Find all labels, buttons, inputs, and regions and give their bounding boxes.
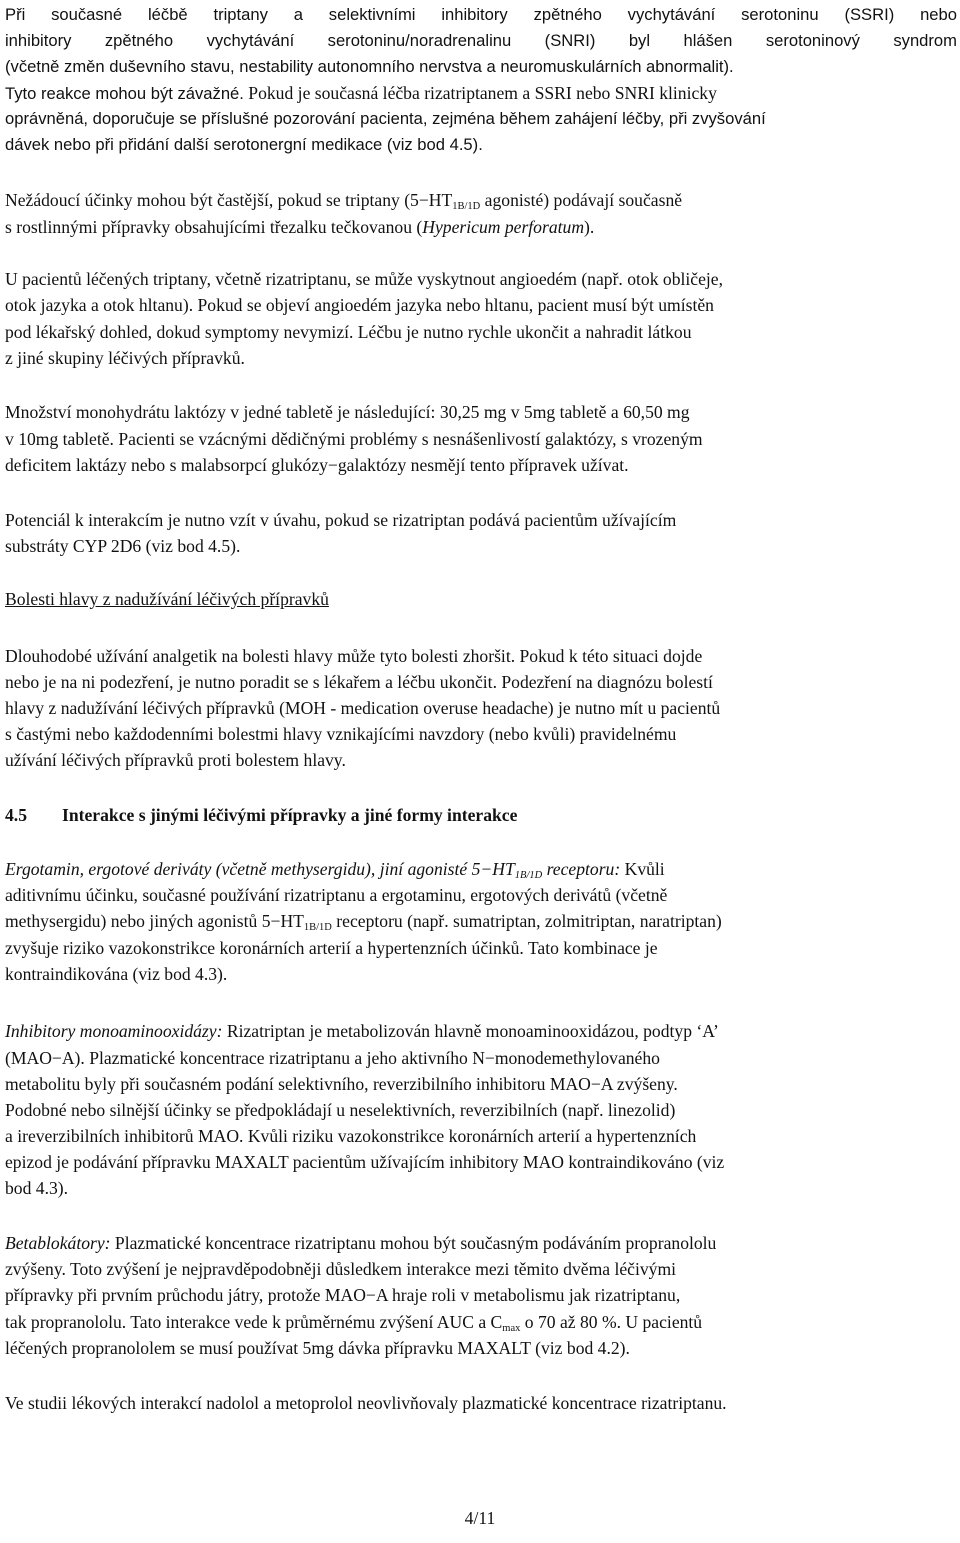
text-line: otok jazyka a otok hltanu). Pokud se objeví angioedém jazyka nebo hltanu, pacient musí být umístěn [5, 295, 714, 315]
word: syndrom [893, 31, 957, 50]
text-line: U pacientů léčených triptany, včetně rizatriptanu, se může vyskytnout angioedém (např. otok obličeje, [5, 269, 723, 289]
text-line: oprávněná, doporučuje se příslušné pozorování pacienta, zejména během zahájení léčby, při zvyšování [5, 109, 766, 128]
text-line: tak propranololu. Tato interakce vede k průměrnému zvýšení AUC a $C_{max}$ o 70 až 80 %. U pacientů [5, 1312, 703, 1334]
text-line: přípravky při prvním průchodu játry, protože MAO−A hraje roli v metabolismu jak rizatriptanu, [5, 1285, 681, 1305]
text-line: bod 4.3). [5, 1178, 69, 1198]
text-line: Tyto reakce mohou být závažné. Pokud je současná léčba rizatriptanem a SSRI nebo SNRI klinicky [5, 83, 717, 103]
text-line: s rostlinnými přípravky obsahujícími třezalku tečkovanou (Hypericum perforatum). [5, 217, 595, 237]
page-number: 4/11 [464, 1508, 496, 1528]
word: zpětného [533, 5, 602, 24]
text-line [5, 30, 957, 52]
word: inhibitory [5, 31, 72, 50]
text-line: Inhibitory monoaminooxidázy: Rizatriptan je metabolizován hlavně monoaminooxidázou, podtyp ‘A’ [5, 1021, 719, 1041]
word: serotoninu [741, 5, 819, 24]
text-line: z jiné skupiny léčivých přípravků. [5, 348, 245, 368]
word: současné [51, 5, 123, 24]
text-line: s častými nebo každodenními bolestmi hlavy vznikajícími navzdory (nebo kvůli) pravidelnému [5, 724, 677, 744]
word: vychytávání [627, 5, 716, 24]
text-line: Dlouhodobé užívání analgetik na bolesti hlavy může tyto bolesti zhoršit. Pokud k této situaci dojde [5, 646, 703, 666]
text-line: zvýšeny. Toto zvýšení je nejpravděpodobněji důsledkem interakce mezi těmito dvěma léčivými [5, 1259, 677, 1279]
text-line: epizod je podávání přípravku MAXALT pacientům užívajícím inhibitory MAO kontraindikováno (viz [5, 1152, 725, 1172]
word: serotoninu/noradrenalinu [327, 31, 512, 50]
text-line [5, 4, 957, 26]
text-line: v 10mg tabletě. Pacienti se vzácnými dědičnými problémy s nesnášenlivostí galaktózy, s vrozeným [5, 429, 703, 449]
subheading-medication-overuse: Bolesti hlavy z nadužívání léčivých přípravků [5, 589, 329, 609]
text-line: Nežádoucí účinky mohou být častější, pokud se triptany ($5-HT_{1B/1D}$ agonisté) podávají současně [5, 190, 683, 212]
section-number: 4.5 [5, 805, 27, 825]
word: a [293, 5, 303, 24]
text-line: metabolitu byly při současném podání selektivního, reverzibilního inhibitoru MAO−A zvýšeny. [5, 1074, 678, 1094]
word: Při [5, 5, 26, 24]
word: (SNRI) [544, 31, 596, 50]
word: (SSRI) [844, 5, 895, 24]
word: serotoninový [765, 31, 860, 50]
text-line: deficitem laktázy nebo s malabsorpcí glukózy−galaktózy nesmějí tento přípravek užívat. [5, 455, 629, 475]
section-title: Interakce s jinými léčivými přípravky a jiné formy interakce [62, 805, 518, 825]
text-line: substráty CYP 2D6 (viz bod 4.5). [5, 536, 241, 556]
word: triptany [213, 5, 268, 24]
word: zpětného [104, 31, 174, 50]
word: inhibitory [441, 5, 508, 24]
text-line: nebo je na ni podezření, je nutno poradit se s lékařem a léčbu ukončit. Podezření na diagnózu bolestí [5, 672, 713, 692]
text-line: Podobné nebo silnější účinky se předpokládají u neselektivních, reverzibilních (např. linezolid) [5, 1100, 676, 1120]
text-line: pod lékařský dohled, dokud symptomy nevymizí. Léčbu je nutno rychle ukončit a nahradit látkou [5, 322, 692, 342]
word: léčbě [147, 5, 188, 24]
text-line: Množství monohydrátu laktózy v jedné tabletě je následující: 30,25 mg v 5mg tabletě a 60,50 mg [5, 402, 690, 422]
word: byl [628, 31, 651, 50]
text-line: hlavy z nadužívání léčivých přípravků (MOH - medication overuse headache) je nutno mít u pacientů [5, 698, 721, 718]
text-line: Betablokátory: Plazmatické koncentrace rizatriptanu mohou být současným podáváním propranololu [5, 1233, 717, 1253]
text-line: (MAO−A). Plazmatické koncentrace rizatriptanu a jeho aktivního N−monodemethylovaného [5, 1048, 660, 1068]
word: nebo [920, 5, 957, 24]
word: hlášen [683, 31, 733, 50]
text-line: zvyšuje riziko vazokonstrikce koronárních arterií a hypertenzních účinků. Tato kombinace je [5, 938, 658, 958]
text-line: aditivnímu účinku, současné používání rizatriptanu a ergotaminu, ergotových derivátů (včetně [5, 885, 668, 905]
section-heading-4-5 [5, 804, 517, 826]
text-line: (včetně změn duševního stavu, nestability autonomního nervstva a neuromuskulárních abnormalit). [5, 57, 734, 76]
text-line: Ergotamin, ergotové deriváty (včetně methysergidu), jiní agonisté $5-HT_{1B/1D}$ receptoru: Kvůli [5, 859, 665, 881]
word: selektivními [328, 5, 416, 24]
text-line: methysergidu) nebo jiných agonistů $5-HT_{1B/1D}$ receptoru (např. sumatriptan, zolmitriptan, naratriptan) [5, 911, 722, 933]
text-line: léčených propranololem se musí používat 5mg dávka přípravku MAXALT (viz bod 4.2). [5, 1338, 630, 1358]
text-line: a ireverzibilních inhibitorů MAO. Kvůli riziku vazokonstrikce koronárních arterií a hypertenzních [5, 1126, 697, 1146]
text-line: užívání léčivých přípravků proti bolestem hlavy. [5, 750, 346, 770]
text-line: Ve studii lékových interakcí nadolol a metoprolol neovlivňovaly plazmatické koncentrace rizatriptanu. [5, 1393, 727, 1413]
text-line: dávek nebo při přidání další serotonergní medikace (viz bod 4.5). [5, 135, 483, 154]
word: vychytávání [206, 31, 295, 50]
text-line: Potenciál k interakcím je nutno vzít v úvahu, pokud se rizatriptan podává pacientům užívajícím [5, 510, 677, 530]
text-line: kontraindikována (viz bod 4.3). [5, 964, 228, 984]
